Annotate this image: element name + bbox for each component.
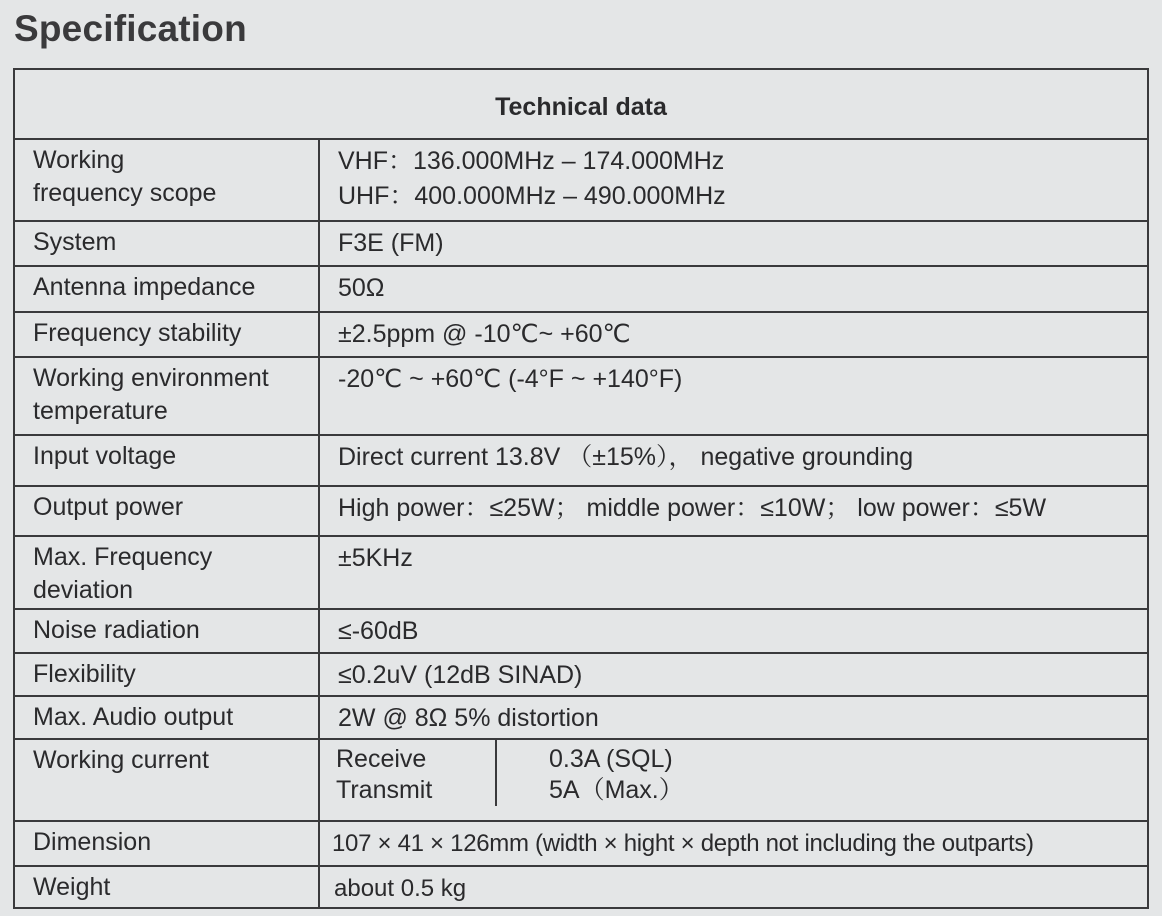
page-title: Specification	[14, 8, 247, 49]
label-line: Working environment	[33, 364, 269, 392]
table-row	[14, 609, 1148, 653]
row-value: about 0.5 kg	[319, 866, 1148, 908]
row-label: Max. Audio output	[14, 696, 319, 739]
row-value: 107 × 41 × 126mm (width × hight × depth not including the outparts)	[319, 821, 1148, 866]
row-label: Input voltage	[14, 435, 319, 486]
mode-receive: Receive	[336, 745, 427, 773]
row-value: 50Ω	[319, 266, 1148, 312]
row-value	[319, 139, 1148, 221]
row-value	[319, 739, 1148, 821]
row-value: 2W @ 8Ω 5% distortion	[319, 696, 1148, 739]
working-current-table	[320, 740, 1147, 806]
row-label: System	[14, 221, 319, 266]
table-row	[14, 536, 1148, 609]
row-label	[14, 536, 319, 609]
table-row	[14, 139, 1148, 221]
row-value: ±5KHz	[319, 536, 1148, 609]
row-label	[14, 357, 319, 435]
row-label: Weight	[14, 866, 319, 908]
row-value: Direct current 13.8V （±15%）， negative grounding	[319, 435, 1148, 486]
table-row	[14, 653, 1148, 696]
table-row	[14, 266, 1148, 312]
table-row	[14, 357, 1148, 435]
row-value: F3E (FM)	[319, 221, 1148, 266]
row-label: Frequency stability	[14, 312, 319, 357]
label-line: deviation	[33, 576, 134, 604]
table-row	[14, 866, 1148, 908]
table-row	[14, 221, 1148, 266]
current-modes	[320, 740, 496, 806]
mode-transmit: Transmit	[336, 776, 433, 804]
current-values	[496, 740, 1147, 806]
row-label: Antenna impedance	[14, 266, 319, 312]
table-row	[14, 435, 1148, 486]
row-label	[14, 139, 319, 221]
label-line: temperature	[33, 397, 168, 425]
table-row	[14, 486, 1148, 536]
row-value: High power：≤25W； middle power：≤10W； low power：≤5W	[319, 486, 1148, 536]
row-label: Output power	[14, 486, 319, 536]
row-value: ≤-60dB	[319, 609, 1148, 653]
table-row	[14, 821, 1148, 866]
table-header-row	[14, 69, 1148, 139]
current-transmit: 5A（Max.）	[549, 776, 684, 804]
row-label: Working current	[14, 739, 319, 821]
row-value: ≤0.2uV (12dB SINAD)	[319, 653, 1148, 696]
table-row	[14, 696, 1148, 739]
label-line: frequency scope	[33, 179, 217, 207]
value-line: UHF：400.000MHz – 490.000MHz	[338, 182, 726, 210]
row-value: ±2.5ppm @ -10℃~ +60℃	[319, 312, 1148, 357]
table-row	[14, 312, 1148, 357]
table-row	[14, 739, 1148, 821]
row-value: -20℃ ~ +60℃ (-4°F ~ +140°F)	[319, 357, 1148, 435]
value-line: VHF：136.000MHz – 174.000MHz	[338, 147, 725, 175]
row-label: Flexibility	[14, 653, 319, 696]
spec-table	[13, 68, 1149, 909]
current-receive: 0.3A (SQL)	[549, 745, 673, 773]
row-label: Dimension	[14, 821, 319, 866]
label-line: Max. Frequency	[33, 543, 213, 571]
label-line: Working	[33, 146, 125, 174]
table-header: Technical data	[14, 69, 1148, 139]
row-label: Noise radiation	[14, 609, 319, 653]
